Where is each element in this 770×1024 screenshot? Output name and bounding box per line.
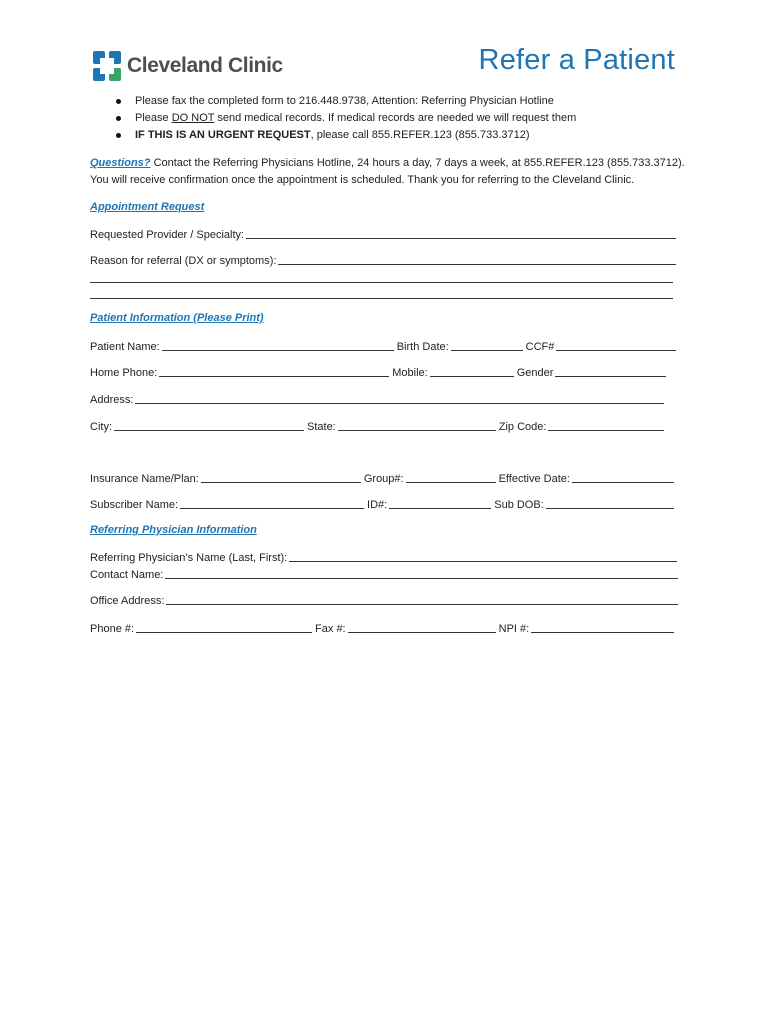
appointment-request-heading: Appointment Request — [90, 201, 205, 213]
cleveland-clinic-cross-icon — [93, 51, 121, 81]
cleveland-clinic-logo — [93, 50, 283, 82]
physician-phone-row — [90, 621, 674, 635]
home-phone-label: Home Phone: — [90, 367, 158, 379]
records-instruction-pre: Please — [135, 112, 172, 124]
intro-paragraph — [90, 155, 685, 189]
effective-date-field[interactable] — [572, 472, 674, 483]
birth-date-label: Birth Date: — [396, 341, 449, 353]
contact-name-row — [90, 567, 678, 581]
insurance-label: Insurance Name/Plan: — [90, 473, 199, 485]
instructions-list — [112, 93, 576, 144]
subscriber-name-field[interactable] — [180, 498, 364, 509]
state-label: State: — [307, 421, 336, 433]
insurance-field[interactable] — [201, 472, 361, 483]
contact-name-field[interactable] — [165, 568, 678, 579]
gender-field[interactable] — [555, 366, 666, 377]
questions-label: Questions? — [90, 157, 151, 169]
zip-code-field[interactable] — [548, 420, 664, 431]
requested-provider-field[interactable] — [246, 228, 676, 239]
home-phone-field[interactable] — [159, 366, 389, 377]
gender-label: Gender — [516, 367, 554, 379]
hotline-text: Contact the Referring Physicians Hotline, 24 hours a day, 7 days a week, at 855.REFER.123 (855.733.3712). — [150, 157, 685, 169]
ccf-field[interactable] — [556, 340, 676, 351]
office-address-field[interactable] — [166, 594, 678, 605]
insurance-row — [90, 471, 674, 485]
city-row — [90, 419, 664, 433]
mobile-label: Mobile: — [392, 367, 428, 379]
requested-provider-row — [90, 227, 676, 241]
city-label: City: — [90, 421, 112, 433]
reason-field-line-2[interactable] — [90, 282, 673, 283]
bullet-icon — [116, 99, 121, 104]
group-field[interactable] — [406, 472, 496, 483]
physician-name-field[interactable] — [289, 551, 677, 562]
state-field[interactable] — [338, 420, 496, 431]
effective-date-label: Effective Date: — [498, 473, 570, 485]
list-item — [112, 93, 576, 110]
list-item — [112, 110, 576, 127]
fax-instruction: Please fax the completed form to 216.448.9738, Attention: Referring Physician Hotline — [135, 95, 554, 107]
office-address-row — [90, 593, 678, 607]
zip-code-label: Zip Code: — [498, 421, 547, 433]
fax-label: Fax #: — [315, 623, 346, 635]
referring-physician-heading: Referring Physician Information — [90, 524, 257, 536]
confirmation-text: You will receive confirmation once the appointment is scheduled. Thank you for referring to the Cleveland Clinic. — [90, 174, 635, 186]
subscriber-row — [90, 497, 674, 511]
id-label: ID#: — [367, 499, 388, 511]
reason-field-line-3[interactable] — [90, 298, 673, 299]
bullet-icon — [116, 116, 121, 121]
address-row — [90, 392, 664, 406]
address-field[interactable] — [135, 393, 664, 404]
sub-dob-label: Sub DOB: — [494, 499, 544, 511]
birth-date-field[interactable] — [451, 340, 523, 351]
brand-name: Cleveland Clinic — [127, 54, 283, 77]
subscriber-name-label: Subscriber Name: — [90, 499, 179, 511]
patient-info-heading: Patient Information (Please Print) — [90, 312, 264, 324]
mobile-field[interactable] — [430, 366, 514, 377]
city-field[interactable] — [114, 420, 304, 431]
phone-field[interactable] — [136, 622, 312, 633]
list-item — [112, 127, 576, 144]
npi-field[interactable] — [531, 622, 674, 633]
records-instruction-do-not: DO NOT — [171, 112, 215, 124]
address-label: Address: — [90, 394, 134, 406]
contact-name-label: Contact Name: — [90, 569, 164, 581]
page-title: Refer a Patient — [478, 44, 675, 76]
physician-name-label: Referring Physician’s Name (Last, First): — [90, 552, 288, 564]
urgent-request-phone: , please call 855.REFER.123 (855.733.3712) — [310, 129, 530, 141]
npi-label: NPI #: — [498, 623, 530, 635]
patient-name-field[interactable] — [162, 340, 394, 351]
id-field[interactable] — [389, 498, 491, 509]
physician-name-row — [90, 550, 677, 564]
fax-field[interactable] — [348, 622, 496, 633]
office-address-label: Office Address: — [90, 595, 165, 607]
records-instruction-post: send medical records. If medical records are needed we will request them — [214, 112, 577, 124]
reason-field[interactable] — [278, 254, 676, 265]
phone-label: Phone #: — [90, 623, 135, 635]
patient-name-label: Patient Name: — [90, 341, 160, 353]
bullet-icon — [116, 133, 121, 138]
sub-dob-field[interactable] — [546, 498, 674, 509]
urgent-request-label: IF THIS IS AN URGENT REQUEST — [135, 129, 311, 141]
patient-name-row — [90, 339, 676, 353]
requested-provider-label: Requested Provider / Specialty: — [90, 229, 245, 241]
group-label: Group#: — [363, 473, 404, 485]
reason-row — [90, 253, 676, 267]
reason-label: Reason for referral (DX or symptoms): — [90, 255, 277, 267]
phone-row — [90, 365, 666, 379]
ccf-label: CCF# — [525, 341, 555, 353]
